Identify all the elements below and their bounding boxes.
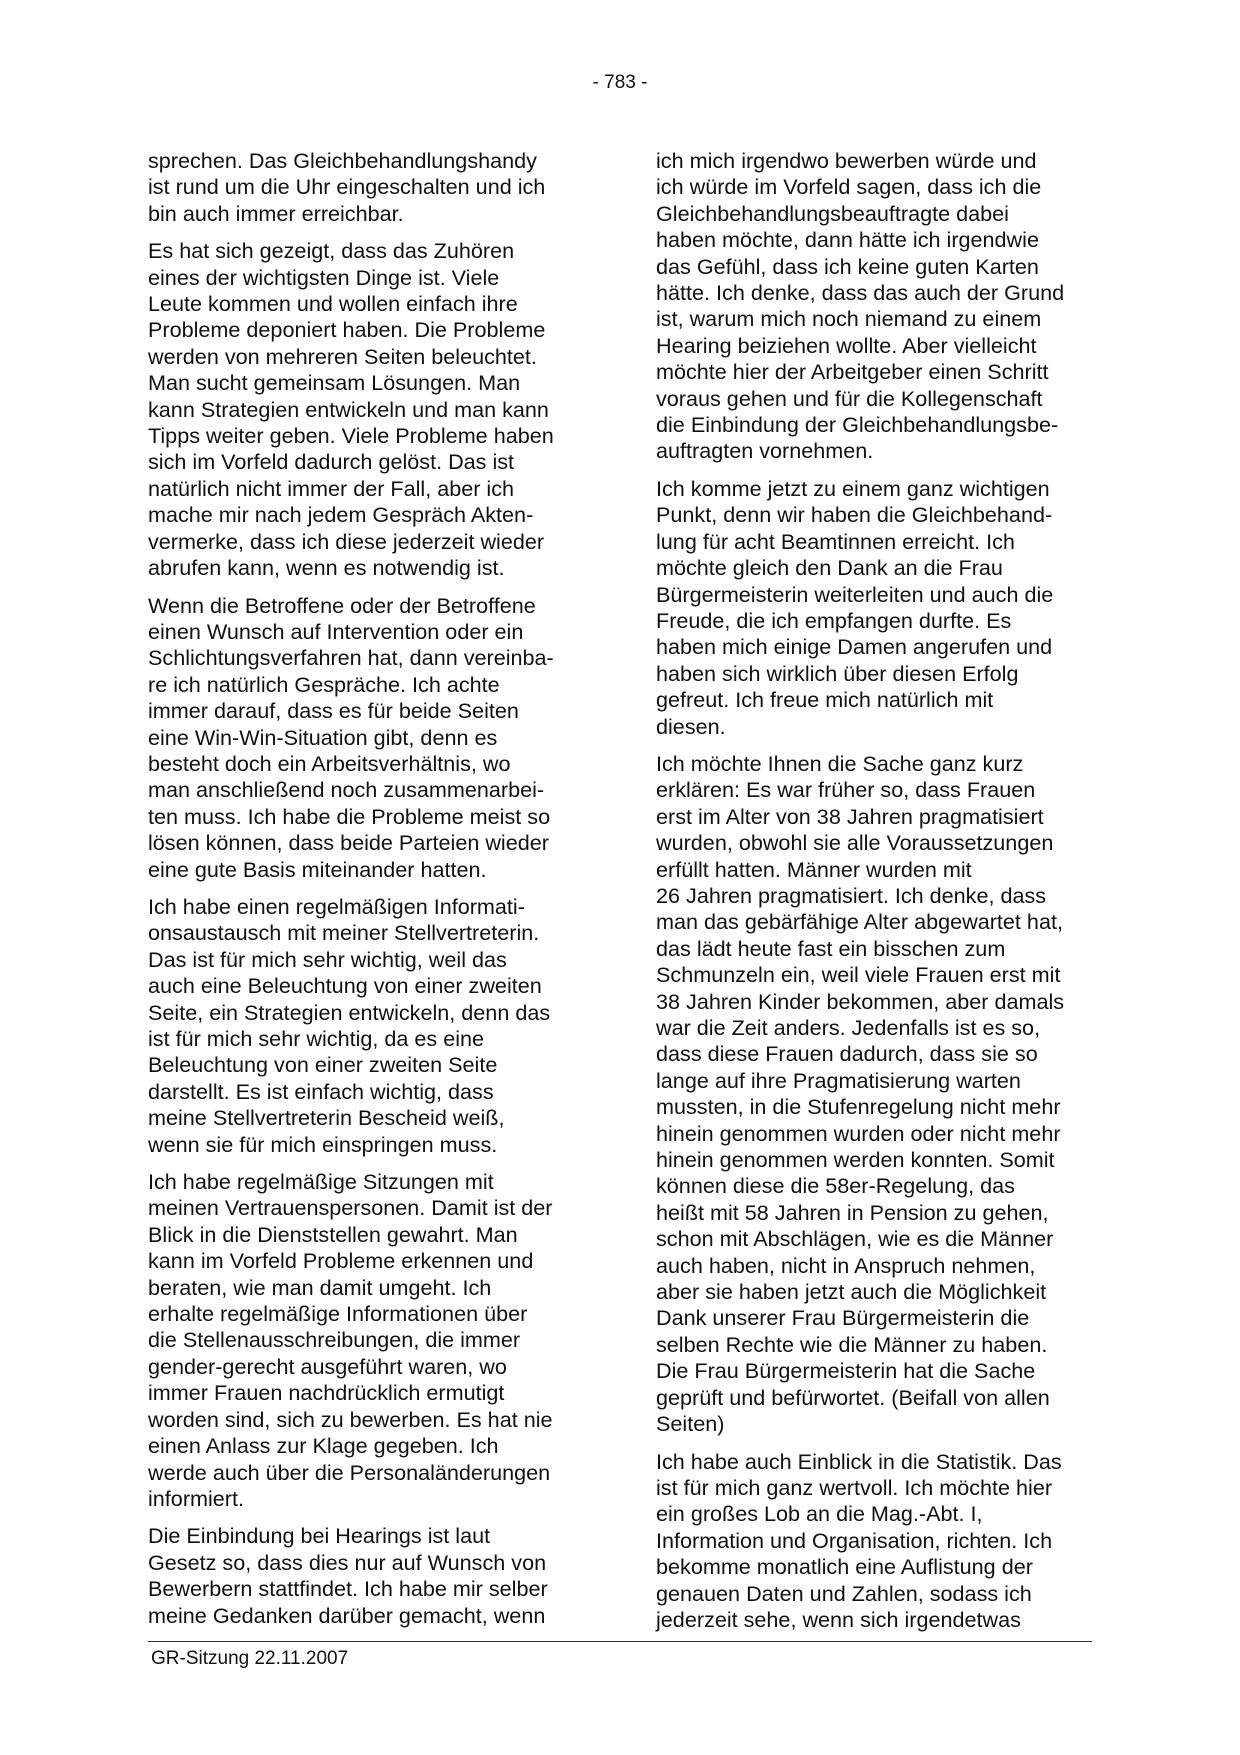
text-line: immer Frauen nachdrücklich ermutigt <box>148 1380 505 1406</box>
footer-session-date: GR-Sitzung 22.11.2007 <box>151 1648 349 1669</box>
text-line: ich mich irgendwo bewerben würde und <box>656 148 1037 173</box>
text-line: informiert. <box>148 1485 244 1511</box>
text-line: voraus gehen und für die Kollegenschaft <box>656 385 1043 411</box>
text-line: hinein genommen wurden oder nicht mehr <box>656 1120 1061 1146</box>
text-line: sich im Vorfeld dadurch gelöst. Das ist <box>148 449 515 475</box>
text-line: Ich habe auch Einblick in die Statistik. Das <box>656 1448 1062 1474</box>
text-line: Leute kommen und wollen einfach ihre <box>148 291 518 317</box>
text-line: lung für acht Beamtinnen erreicht. Ich <box>656 528 1015 554</box>
text-line: ist rund um die Uhr eingeschalten und ich <box>148 174 546 200</box>
text-line: ich würde im Vorfeld sagen, dass ich die <box>656 174 1042 200</box>
text-line: die Stellenausschreibungen, die immer <box>148 1327 521 1353</box>
text-line: ist für mich ganz wertvoll. Ich möchte hier <box>656 1474 1053 1500</box>
text-line: Blick in die Dienststellen gewahrt. Man <box>148 1221 518 1247</box>
text-line: Bewerbern stattfindet. Ich habe mir selber <box>148 1576 548 1602</box>
text-line: auch haben, nicht in Anspruch nehmen, <box>656 1252 1036 1278</box>
text-line: Beleuchtung von einer zweiten Seite <box>148 1052 498 1078</box>
paragraph <box>148 238 588 581</box>
text-line: haben möchte, dann hätte ich irgendwie <box>656 227 1039 253</box>
text-line: ten muss. Ich habe die Probleme meist so <box>148 803 551 829</box>
text-line: aber sie haben jetzt auch die Möglichkeit <box>656 1279 1047 1305</box>
text-line: kann im Vorfeld Probleme erkennen und <box>148 1248 534 1274</box>
text-line: möchte hier der Arbeitgeber einen Schritt <box>656 359 1049 385</box>
text-line: besteht doch ein Arbeitsverhältnis, wo <box>148 750 511 776</box>
text-line: auftragten vornehmen. <box>656 438 874 464</box>
text-line: Tipps weiter geben. Viele Probleme haben <box>148 423 554 449</box>
text-line: Man sucht gemeinsam Lösungen. Man <box>148 370 521 396</box>
text-line: ein großes Lob an die Mag.-Abt. I, <box>656 1501 983 1527</box>
text-line: geprüft und befürwortet. (Beifall von allen <box>656 1384 1050 1410</box>
text-line: natürlich nicht immer der Fall, aber ich <box>148 475 515 501</box>
text-line: schon mit Abschlägen, wie es die Männer <box>656 1226 1054 1252</box>
text-line: Gesetz so, dass dies nur auf Wunsch von <box>148 1549 547 1575</box>
text-line: werde auch über die Personaländerungen <box>148 1459 551 1485</box>
text-line: das Gefühl, dass ich keine guten Karten <box>656 253 1039 279</box>
text-line: gefreut. Ich freue mich natürlich mit <box>656 687 994 713</box>
text-line: werden von mehreren Seiten beleuchtet. <box>148 343 537 369</box>
text-line: die Einbindung der Gleichbehandlungsbe- <box>656 412 1059 438</box>
paragraph <box>148 894 588 1158</box>
text-line: Dank unserer Frau Bürgermeisterin die <box>656 1305 1030 1331</box>
paragraph <box>656 148 1096 465</box>
text-line: bin auch immer erreichbar. <box>148 200 404 226</box>
text-line: man anschließend noch zusammenarbei- <box>148 777 545 803</box>
paragraph <box>148 593 588 883</box>
text-line: Es hat sich gezeigt, dass das Zuhören <box>148 238 515 264</box>
text-line: Das ist für mich sehr wichtig, weil das <box>148 946 507 972</box>
text-line: einen Anlass zur Klage gegeben. Ich <box>148 1433 499 1459</box>
text-line: re ich natürlich Gespräche. Ich achte <box>148 671 500 697</box>
text-line: lange auf ihre Pragmatisierung warten <box>656 1067 1021 1093</box>
text-line: heißt mit 58 Jahren in Pension zu gehen, <box>656 1199 1049 1225</box>
text-line: worden sind, sich zu bewerben. Es hat nie <box>148 1406 553 1432</box>
text-line: beraten, wie man damit umgeht. Ich <box>148 1274 492 1300</box>
text-line: Probleme deponiert haben. Die Probleme <box>148 317 546 343</box>
text-line: Ich habe regelmäßige Sitzungen mit <box>148 1169 494 1195</box>
text-line: Punkt, denn wir haben die Gleichbehand- <box>656 502 1053 528</box>
text-line: dass diese Frauen dadurch, dass sie so <box>656 1041 1038 1067</box>
text-line: Freude, die ich empfangen durfte. Es <box>656 607 1012 633</box>
text-line: selben Rechte wie die Männer zu haben. <box>656 1331 1048 1357</box>
text-line: 38 Jahren Kinder bekommen, aber damals <box>656 988 1065 1014</box>
text-line: Wenn die Betroffene oder der Betroffene <box>148 592 536 618</box>
text-line: wenn sie für mich einspringen muss. <box>148 1131 498 1157</box>
page-number: - 783 - <box>592 72 648 93</box>
text-line: mache mir nach jedem Gespräch Akten- <box>148 502 534 528</box>
text-line: genauen Daten und Zahlen, sodass ich <box>656 1580 1032 1606</box>
text-line: ist für mich sehr wichtig, da es eine <box>148 1026 485 1051</box>
text-line: hätte. Ich denke, dass das auch der Grund <box>656 280 1065 306</box>
text-line: möchte gleich den Dank an die Frau <box>656 555 1003 581</box>
text-line: Bürgermeisterin weiterleiten und auch die <box>656 581 1054 607</box>
text-line: immer darauf, dass es für beide Seiten <box>148 698 519 724</box>
text-line: diesen. <box>656 713 726 739</box>
paragraph <box>656 476 1096 740</box>
text-line: Schlichtungsverfahren hat, dann vereinba- <box>148 645 554 671</box>
text-line: ist, warum mich noch niemand zu einem <box>656 306 1042 332</box>
text-line: gender-gerecht ausgeführt waren, wo <box>148 1353 507 1379</box>
paragraph <box>656 751 1096 1438</box>
text-line: meine Gedanken darüber gemacht, wenn <box>148 1602 546 1628</box>
text-line: auch eine Beleuchtung von einer zweiten <box>148 973 542 999</box>
footer-divider <box>148 1641 1092 1642</box>
paragraph <box>148 1169 588 1512</box>
text-line: jederzeit sehe, wenn sich irgendetwas <box>656 1606 1021 1632</box>
text-line: erst im Alter von 38 Jahren pragmatisiert <box>656 803 1044 829</box>
paragraph <box>148 1523 588 1629</box>
text-line: mussten, in die Stufenregelung nicht mehr <box>656 1094 1061 1120</box>
right-column <box>656 148 1096 1644</box>
paragraph <box>148 148 588 227</box>
text-line: erhalte regelmäßige Informationen über <box>148 1301 528 1327</box>
paragraph <box>656 1449 1096 1634</box>
text-line: darstellt. Es ist einfach wichtig, dass <box>148 1078 494 1104</box>
text-line: Ich komme jetzt zu einem ganz wichtigen <box>656 475 1050 501</box>
text-line: erklären: Es war früher so, dass Frauen <box>656 777 1036 803</box>
text-line: Gleichbehandlungsbeauftragte dabei <box>656 200 1009 226</box>
text-line: eine Win-Win-Situation gibt, denn es <box>148 724 498 750</box>
text-line: bekomme monatlich eine Auflistung der <box>656 1554 1033 1580</box>
text-line: vermerke, dass ich diese jederzeit wieder <box>148 528 545 554</box>
text-line: Die Einbindung bei Hearings ist laut <box>148 1523 491 1549</box>
text-line: hinein genommen werden konnten. Somit <box>656 1147 1055 1173</box>
text-line: haben sich wirklich über diesen Erfolg <box>656 660 1019 686</box>
text-line: lösen können, dass beide Parteien wieder <box>148 830 549 856</box>
text-line: Ich habe einen regelmäßigen Informati- <box>148 893 525 919</box>
text-line: onsaustausch mit meiner Stellvertreterin. <box>148 920 540 946</box>
text-line: abrufen kann, wenn es notwendig ist. <box>148 555 505 581</box>
text-line: eines der wichtigsten Dinge ist. Viele <box>148 264 500 290</box>
text-line: war die Zeit anders. Jedenfalls ist es so, <box>656 1015 1041 1040</box>
text-line: Die Frau Bürgermeisterin hat die Sache <box>656 1358 1036 1384</box>
text-line: Seiten) <box>656 1411 725 1437</box>
text-line: haben mich einige Damen angerufen und <box>656 634 1053 660</box>
text-line: kann Strategien entwickeln und man kann <box>148 396 549 422</box>
text-line: man das gebärfähige Alter abgewartet hat, <box>656 909 1063 935</box>
text-line: Hearing beiziehen wollte. Aber vielleicht <box>656 332 1037 358</box>
text-line: Schmunzeln ein, weil viele Frauen erst mit <box>656 962 1061 988</box>
text-line: einen Wunsch auf Intervention oder ein <box>148 618 524 644</box>
left-column <box>148 148 588 1640</box>
text-line: meine Stellvertreterin Bescheid weiß, <box>148 1105 505 1131</box>
text-line: erfüllt hatten. Männer wurden mit <box>656 856 972 882</box>
text-line: eine gute Basis miteinander hatten. <box>148 856 487 882</box>
text-line: können diese die 58er-Regelung, das <box>656 1173 1015 1199</box>
text-line: wurden, obwohl sie alle Voraussetzungen <box>656 830 1054 856</box>
text-line: 26 Jahren pragmatisiert. Ich denke, dass <box>656 882 1047 908</box>
text-line: sprechen. Das Gleichbehandlungshandy <box>148 148 537 173</box>
text-line: Ich möchte Ihnen die Sache ganz kurz <box>656 750 1024 776</box>
text-line: Information und Organisation, richten. Ich <box>656 1527 1053 1553</box>
text-line: Seite, ein Strategien entwickeln, denn das <box>148 999 551 1025</box>
text-line: meinen Vertrauenspersonen. Damit ist der <box>148 1195 553 1221</box>
text-line: das lädt heute fast ein bisschen zum <box>656 935 1006 961</box>
